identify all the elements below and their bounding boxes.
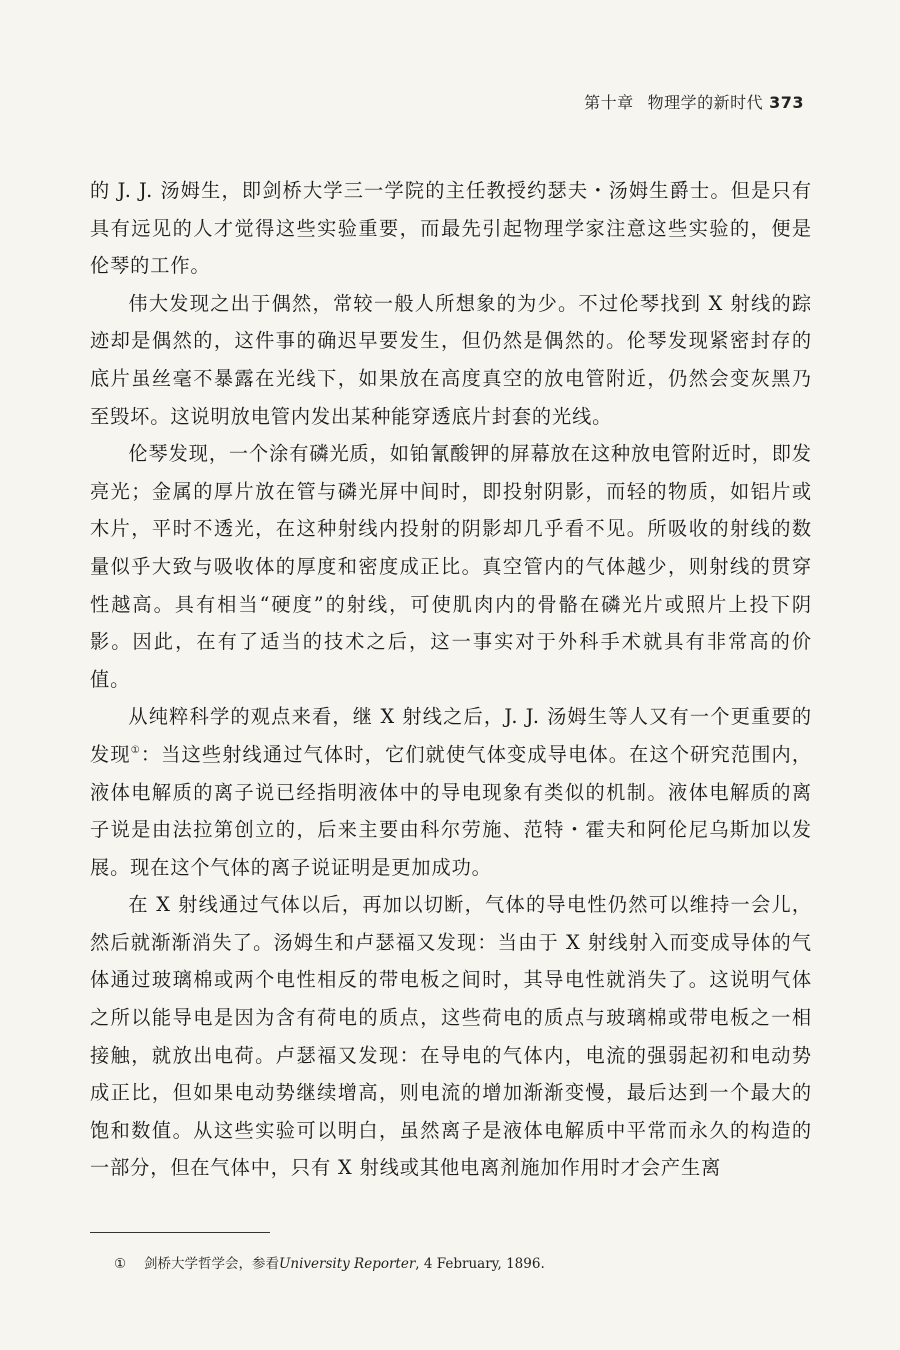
paragraph-text-before-note: 从纯粹科学的观点来看，继 X 射线之后，J. J. 汤姆生等人又有一个更重要的发现: [90, 705, 812, 766]
paragraph-ionization: 在 X 射线通过气体以后，再加以切断，气体的导电性仍然可以维持一会儿，然后就渐渐消失了。汤姆生和卢瑟福又发现：当由于 X 射线射入而变成导体的气体通过玻璃棉或两个电性相反的带电板之间时，其导电性就消失了。这说明气体之所以能导电是因为含有荷电的质点，这些荷电的质点与玻璃棉或带电板之一相接触，就放出电荷。卢瑟福又发现：在导电的气体内，电流的强弱起初和电动势成正比，但如果电动势继续增高，则电流的增加渐渐变慢，最后达到一个最大的饱和数值。从这些实验可以明白，虽然离子是液体电解质中平常而永久的构造的一部分，但在气体中，只有 X 射线或其他电离剂施加作用时才会产生离: [90, 893, 812, 1180]
footnote-reference[interactable]: ①: [130, 744, 141, 756]
page-number: 373: [769, 93, 804, 112]
paragraph-text-after-note: ：当这些射线通过气体时，它们就使气体变成导电体。在这个研究范围内，液体电解质的离子说已经指明液体中的导电现象有类似的机制。液体电解质的离子说是由法拉第创立的，后来主要由科尔劳施、范特・霍夫和阿伦尼乌斯加以发展。现在这个气体的离子说证明是更加成功。: [90, 742, 812, 879]
footnote-divider: [90, 1232, 270, 1233]
paragraph-accidental-discovery: 伟大发现之出于偶然，常较一般人所想象的为少。不过伦琴找到 X 射线的踪迹却是偶然的，这件事的确迟早要发生，但仍然是偶然的。伦琴发现紧密封存的底片虽丝毫不暴露在光线下，如果放在高度真空的放电管附近，仍然会变灰黑乃至毁坏。这说明放电管内发出某种能穿透底片封套的光线。: [90, 291, 812, 428]
footnote-date: , 4 February, 1896.: [415, 1256, 545, 1272]
paragraph-phosphorescence: 伦琴发现，一个涂有磷光质，如铂氰酸钾的屏幕放在这种放电管附近时，即发亮光；金属的厚片放在管与磷光屏中间时，即投射阴影，而轻的物质，如铝片或木片，平时不透光，在这种射线内投射的阴影却几乎看不见。所吸收的射线的数量似乎大致与吸收体的厚度和密度成正比。真空管内的气体越少，则射线的贯穿性越高。具有相当“硬度”的射线，可使肌肉内的骨骼在磷光片或照片上投下阴影。因此，在有了适当的技术之后，这一事实对于外科手术就具有非常高的价值。: [90, 442, 812, 691]
footnote-mark: ①: [114, 1256, 127, 1272]
chapter-label: 第十章: [584, 93, 634, 112]
body-text: [90, 172, 812, 1187]
chapter-title: 物理学的新时代: [647, 93, 764, 112]
footnote: [114, 1254, 814, 1274]
paragraph-continued: 的 J. J. 汤姆生，即剑桥大学三一学院的主任教授约瑟夫・汤姆生爵士。但是只有具有远见的人才觉得这些实验重要，而最先引起物理学家注意这些实验的，便是伦琴的工作。: [90, 179, 812, 278]
paragraph-gas-conduction: [90, 698, 812, 886]
footnote-text: 剑桥大学哲学会，参看: [144, 1256, 279, 1272]
running-head: [584, 90, 804, 113]
footnote-citation: University Reporter: [279, 1256, 416, 1272]
